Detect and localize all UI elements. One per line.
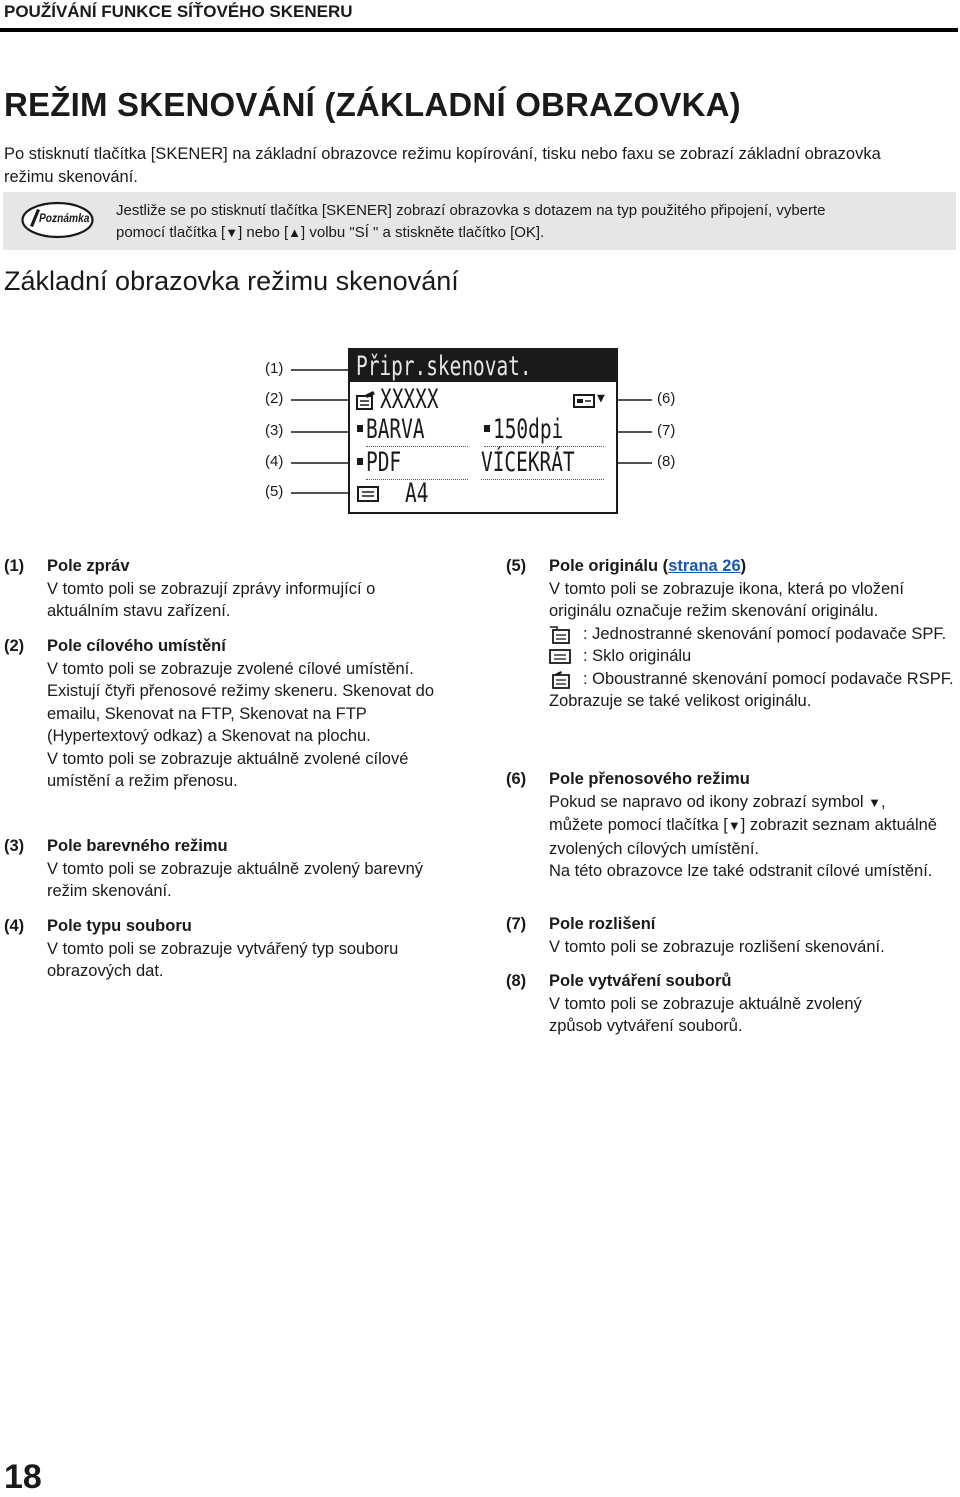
lcd-destination: XXXXX bbox=[380, 384, 439, 415]
item-5 bbox=[506, 555, 956, 755]
down-triangle-icon: ▼ bbox=[727, 818, 741, 833]
original-glass-icon bbox=[357, 486, 379, 502]
note-line-1: Jestliže se po stisknutí tlačítka [SKENER] zobrazí obrazovka s dotazem na typ použitého připojení, vyberte bbox=[116, 202, 826, 219]
note-line-2-c: ] volbu "SÍ " a stiskněte tlačítko [OK]. bbox=[301, 224, 545, 241]
item-5-text: V tomto poli se zobrazuje ikona, která po vložení originálu označuje režim skenování originálu. bbox=[549, 579, 904, 620]
right-description-column bbox=[506, 555, 956, 1040]
item-3 bbox=[4, 835, 444, 905]
note-badge-label: Poznámka bbox=[39, 211, 90, 225]
transfer-mode-icon bbox=[573, 394, 595, 408]
item-8 bbox=[506, 970, 956, 1040]
item-5-title bbox=[549, 555, 954, 578]
item-5-option-3: : Oboustranné skenování pomocí podavače RSPF. bbox=[583, 669, 954, 688]
item-3-number: (3) bbox=[4, 837, 25, 855]
page-title: REŽIM SKENOVÁNÍ (ZÁKLADNÍ OBRAZOVKA) bbox=[4, 86, 741, 123]
item-4 bbox=[4, 915, 444, 985]
lcd-color-mode: BARVA bbox=[366, 414, 425, 445]
item-2-number: (2) bbox=[4, 637, 25, 655]
item-6 bbox=[506, 768, 956, 903]
document-glass-icon bbox=[549, 648, 571, 664]
lcd-original-size: A4 bbox=[405, 478, 429, 509]
callout-7: (7) bbox=[657, 422, 676, 439]
item-1-text: V tomto poli se zobrazují zprávy informující o aktuálním stavu zařízení. bbox=[47, 579, 376, 620]
item-7-number: (7) bbox=[506, 915, 527, 933]
item-4-text: V tomto poli se zobrazuje vytvářený typ souboru obrazových dat. bbox=[47, 939, 399, 980]
item-5-text-end: Zobrazuje se také velikost originálu. bbox=[549, 692, 812, 710]
spf-feeder-icon bbox=[549, 626, 571, 644]
item-6-text-a: Pokud se napravo od ikony zobrazí symbol bbox=[549, 792, 869, 811]
item-3-text: V tomto poli se zobrazuje aktuálně zvolený barevný režim skenování. bbox=[47, 859, 424, 900]
lcd-message: Připr.skenovat. bbox=[356, 351, 532, 382]
item-1 bbox=[4, 555, 444, 625]
item-2 bbox=[4, 635, 444, 825]
header-rule bbox=[0, 28, 958, 32]
callout-3: (3) bbox=[265, 422, 284, 439]
item-5-option-spf bbox=[549, 623, 954, 646]
item-8-title: Pole vytváření souborů bbox=[549, 972, 732, 990]
item-6-number: (6) bbox=[506, 770, 527, 788]
item-5-title-end: ) bbox=[740, 557, 747, 575]
item-6-text-2: Na této obrazovce lze také odstranit cílové umístění. bbox=[549, 862, 933, 880]
build-mode-underline bbox=[481, 479, 604, 480]
left-description-column bbox=[4, 555, 444, 985]
item-2-text-3: V tomto poli se zobrazuje aktuálně zvolené cílové umístění a režim přenosu. bbox=[47, 749, 409, 790]
item-4-title: Pole typu souboru bbox=[47, 917, 192, 935]
item-8-text: V tomto poli se zobrazuje aktuálně zvolený způsob vytváření souborů. bbox=[549, 994, 862, 1035]
lcd-message-bar bbox=[350, 350, 616, 382]
dropdown-arrow-icon: ▼ bbox=[597, 391, 605, 406]
callout-1: (1) bbox=[265, 360, 284, 377]
item-5-number: (5) bbox=[506, 557, 527, 575]
item-5-title-text: Pole originálu ( bbox=[549, 557, 669, 575]
lcd-resolution: 150dpi bbox=[493, 414, 564, 445]
item-3-title: Pole barevného režimu bbox=[47, 837, 228, 855]
note-box bbox=[3, 192, 956, 250]
rspf-duplex-icon bbox=[549, 671, 571, 689]
note-line-2-a: pomocí tlačítka [ bbox=[116, 224, 226, 241]
item-2-text-1: V tomto poli se zobrazuje zvolené cílové umístění. bbox=[47, 659, 414, 678]
item-7-text: V tomto poli se zobrazuje rozlišení skenování. bbox=[549, 937, 885, 956]
page-reference-link[interactable]: strana 26 bbox=[668, 557, 741, 575]
up-triangle-icon: ▲ bbox=[288, 225, 302, 240]
callout-8: (8) bbox=[657, 453, 676, 470]
item-6-text-c: ] zobrazit seznam aktuálně zvolených cílových umístění. bbox=[549, 816, 937, 858]
item-1-title: Pole zpráv bbox=[47, 557, 130, 575]
item-4-number: (4) bbox=[4, 917, 25, 935]
file-type-marker-icon bbox=[357, 458, 363, 465]
item-7-title: Pole rozlišení bbox=[549, 915, 656, 933]
callout-2: (2) bbox=[265, 390, 284, 407]
intro-paragraph: Po stisknutí tlačítka [SKENER] na základní obrazovce režimu kopírování, tisku nebo faxu se zobrazí základní obrazovka režimu skenování. bbox=[4, 145, 881, 186]
item-6-text-b: , můžete pomocí tlačítka [ bbox=[549, 792, 886, 834]
color-mode-marker-icon bbox=[357, 425, 363, 432]
page-number: 18 bbox=[4, 1458, 42, 1496]
item-2-text-2: Existují čtyři přenosové režimy skeneru. Skenovat do emailu, Skenovat na FTP, Skenovat na FTP (Hypertextový odkaz) a Skenovat na plochu. bbox=[47, 682, 435, 745]
item-2-title: Pole cílového umístění bbox=[47, 637, 226, 655]
lcd-build-mode: VÍCEKRÁT bbox=[481, 447, 575, 478]
email-destination-icon bbox=[355, 390, 377, 412]
note-line-2 bbox=[116, 222, 946, 244]
section-title: Základní obrazovka režimu skenování bbox=[4, 266, 459, 296]
note-text bbox=[116, 200, 946, 244]
lcd-screen bbox=[348, 348, 618, 514]
resolution-marker-icon bbox=[484, 425, 490, 432]
item-8-number: (8) bbox=[506, 972, 527, 990]
item-5-option-1: : Jednostranné skenování pomocí podavače SPF. bbox=[583, 624, 947, 643]
down-triangle-icon: ▼ bbox=[225, 225, 239, 240]
callout-6: (6) bbox=[657, 390, 676, 407]
lcd-file-type: PDF bbox=[366, 447, 402, 478]
item-6-text bbox=[549, 791, 944, 861]
callout-4: (4) bbox=[265, 453, 284, 470]
lcd-diagram bbox=[255, 346, 695, 516]
item-5-option-2: : Sklo originálu bbox=[583, 647, 692, 665]
callout-5: (5) bbox=[265, 483, 284, 500]
item-5-option-rspf bbox=[549, 668, 954, 691]
down-triangle-icon: ▼ bbox=[868, 794, 882, 810]
running-header: POUŽÍVÁNÍ FUNKCE SÍŤOVÉHO SKENERU bbox=[4, 2, 353, 21]
item-5-option-glass bbox=[549, 645, 954, 668]
note-line-2-b: ] nebo [ bbox=[238, 224, 289, 241]
item-1-number: (1) bbox=[4, 557, 25, 575]
item-6-title: Pole přenosového režimu bbox=[549, 770, 750, 788]
item-7 bbox=[506, 913, 956, 960]
